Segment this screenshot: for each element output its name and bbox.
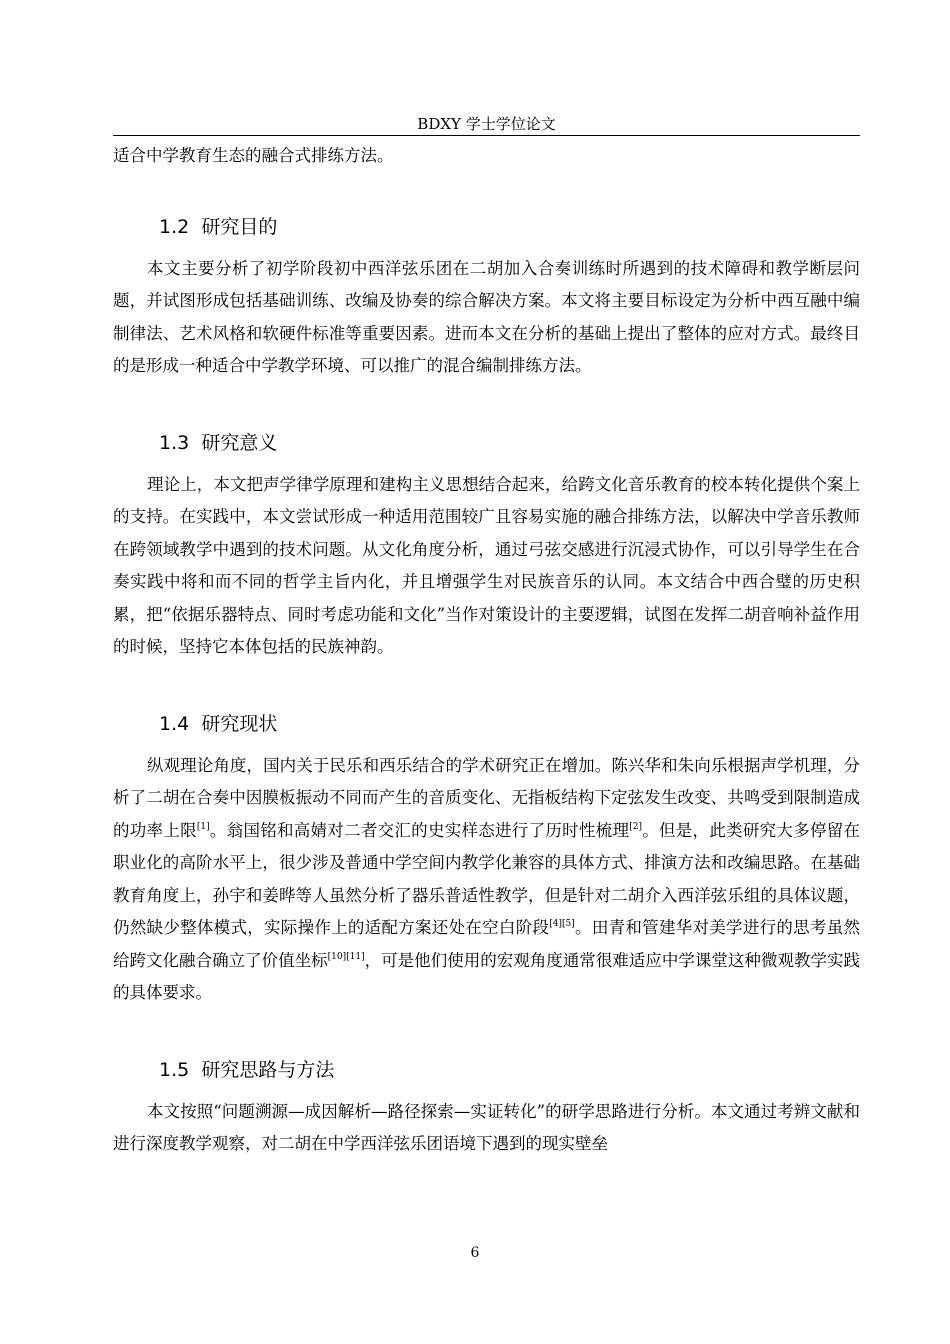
section-number: 1.5	[159, 1058, 190, 1081]
section-heading-1-2	[113, 211, 860, 243]
section-heading-1-3	[113, 427, 860, 459]
citation-ref: [2]	[629, 821, 642, 832]
section-heading-1-4	[113, 708, 860, 740]
section-paragraph-1-3: 理论上，本文把声学律学原理和建构主义思想结合起来，给跨文化音乐教育的校本转化提供个案上的支持。在实践中，本文尝试形成一种适用范围较广且容易实施的融合排练方法，以解决中学音乐教师在跨领域教学中遇到的技术问题。从文化角度分析，通过弓弦交感进行沉浸式协作，可以引导学生在合奏实践中将和而不同的哲学主旨内化，并且增强学生对民族音乐的认同。本文结合中西合璧的历史积累，把“依据乐器特点、同时考虑功能和文化”当作对策设计的主要逻辑，试图在发挥二胡音响补益作用的时候，坚持它本体包括的民族神韵。	[113, 474, 860, 656]
text-segment: ，可是他们使用的宏观角度通常很难适应中学课堂这种微观教学实践的具体要求。	[113, 950, 861, 1002]
citation-ref: [10][11]	[327, 951, 365, 962]
section-title: 研究现状	[201, 712, 278, 735]
page-body	[113, 140, 860, 1161]
text-segment: 。田青和管建华对美学进行的思考虽然给跨文化融合确立了价值坐标	[113, 918, 861, 970]
section-paragraph-1-4	[113, 750, 860, 1010]
section-number: 1.3	[159, 431, 190, 454]
text-segment: 。但是，此类研究大多停留在职业化的高阶水平上，很少涉及普通中学空间内教学化兼容的具体方式、排演方法和改编思路。在基础教育角度上，孙宇和姜晔等人虽然分析了器乐普适性教学，但是针对二胡介入西洋弦乐组的具体议题，仍然缺少整体模式，实际操作上的适配方案还处在空白阶段	[113, 820, 861, 937]
page-number: 6	[470, 1245, 480, 1261]
citation-ref: [1]	[196, 821, 210, 832]
text-segment: 。翁国铭和高婧对二者交汇的史实样态进行了历时性梳理	[209, 820, 630, 840]
continuation-paragraph: 适合中学教育生态的融合式排练方法。	[113, 146, 394, 165]
section-title: 研究思路与方法	[201, 1058, 335, 1081]
section-number: 1.2	[159, 215, 190, 238]
section-number: 1.4	[159, 712, 190, 735]
section-paragraph-1-2: 本文主要分析了初学阶段初中西洋弦乐团在二胡加入合奏训练时所遇到的技术障碍和教学断层问题，并试图形成包括基础训练、改编及协奏的综合解决方案。本文将主要目标设定为分析中西互融中编制律法、艺术风格和软硬件标准等重要因素。进而本文在分析的基础上提出了整体的应对方式。最终目的是形成一种适合中学教学环境、可以推广的混合编制排练方法。	[113, 258, 860, 375]
citation-ref: [4][5]	[549, 919, 575, 929]
section-heading-1-5	[113, 1054, 860, 1086]
header-divider	[113, 135, 860, 136]
running-header: BDXY 学士学位论文	[417, 115, 556, 133]
section-paragraph-1-5: 本文按照“问题溯源—成因解析—路径探索—实证转化”的研学思路进行分析。本文通过考辨文献和进行深度教学观察，对二胡在中学西洋弦乐团语境下遇到的现实壁垒	[113, 1101, 860, 1153]
section-title: 研究目的	[201, 215, 278, 238]
section-title: 研究意义	[201, 431, 278, 454]
text-segment: 纵观理论角度，国内关于民乐和西乐结合的学术研究正在增加。陈兴华和朱向乐根据声学机理，分析了二胡在合奏中因膜板振动不同而产生的音质变化、无指板结构下定弦发生改变、共鸣受到限制造成的功率上限	[113, 755, 860, 840]
